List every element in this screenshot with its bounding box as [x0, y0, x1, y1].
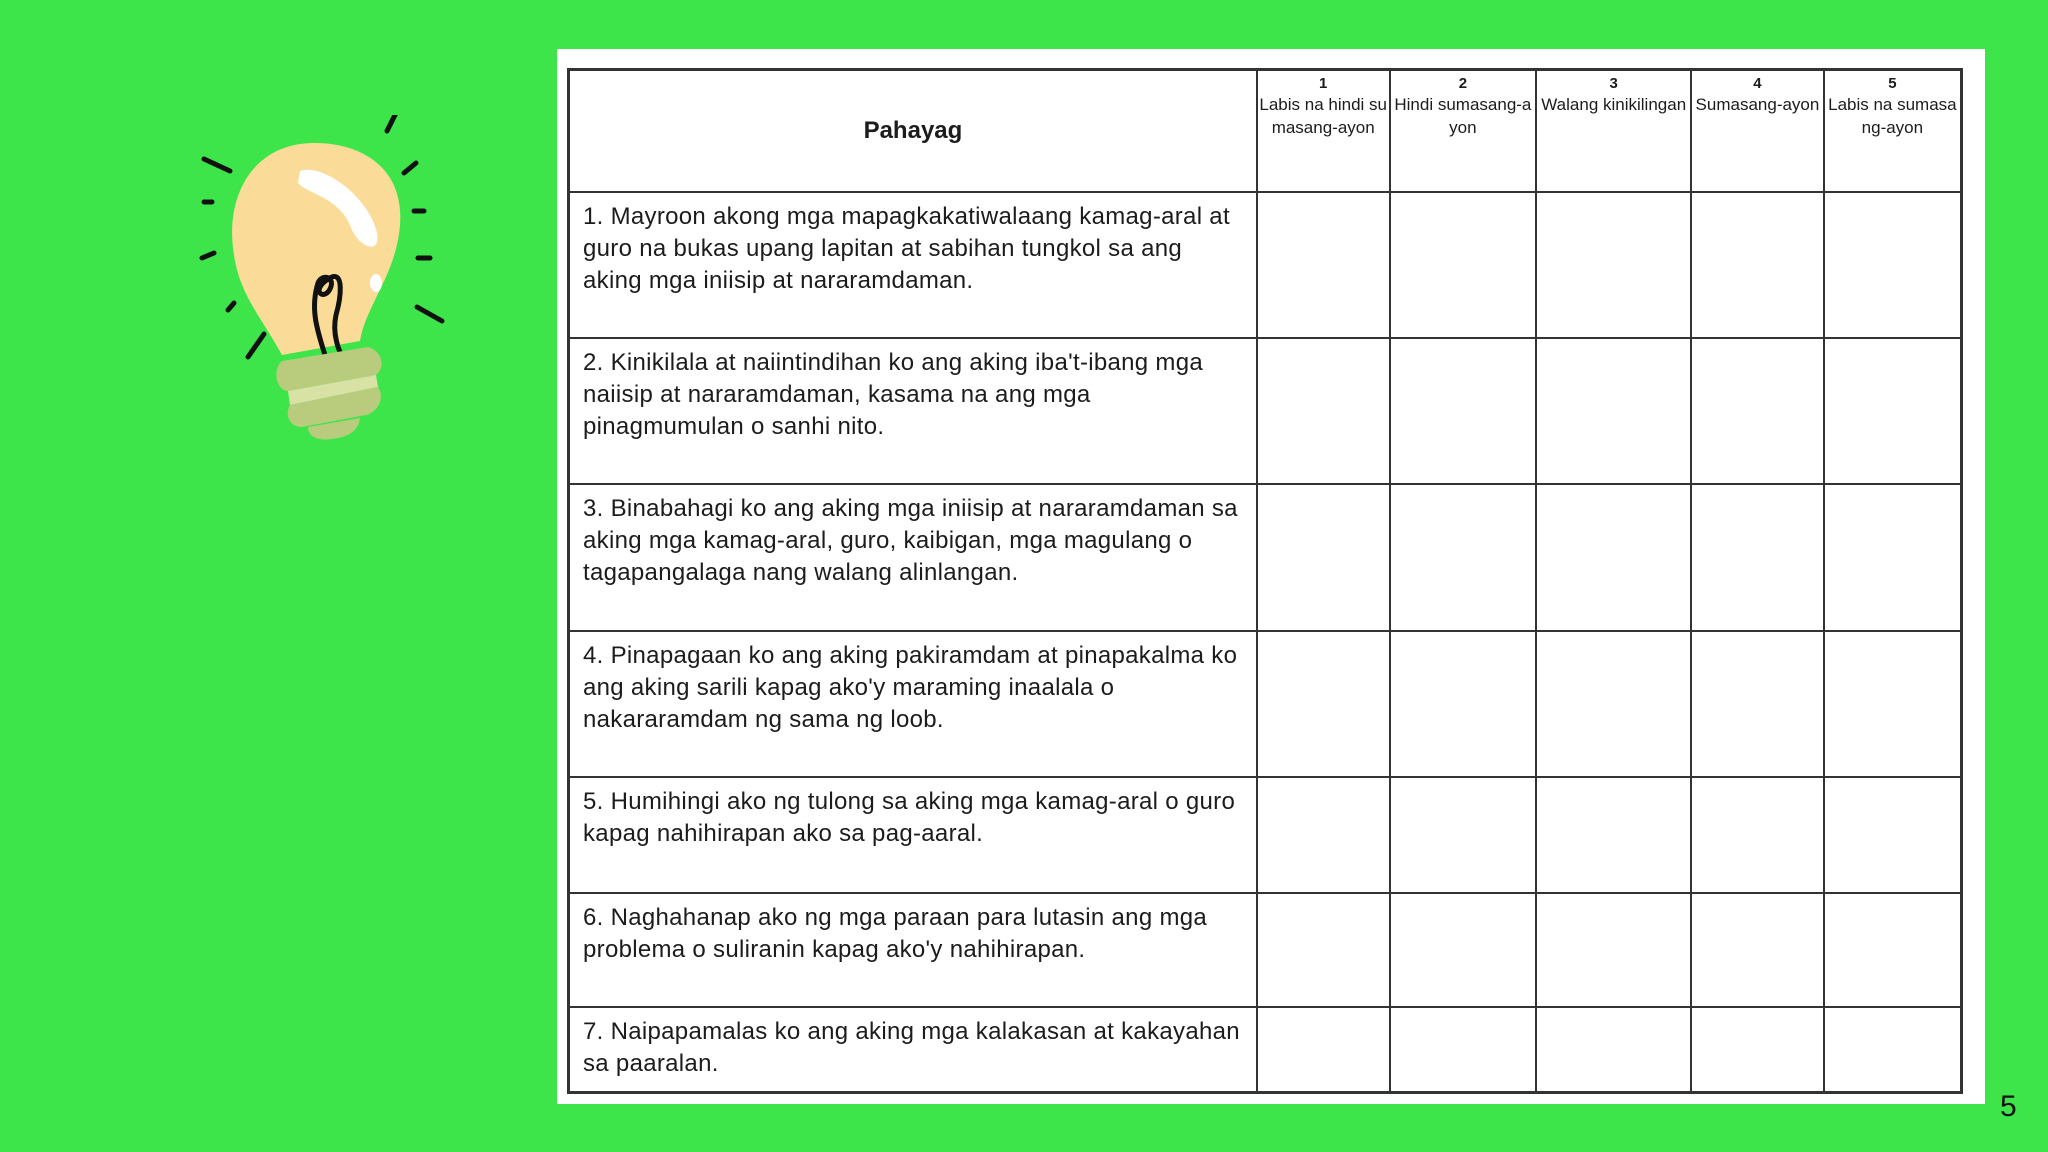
response-cell[interactable]	[1691, 338, 1824, 484]
response-cell[interactable]	[1257, 192, 1390, 338]
response-cell[interactable]	[1257, 484, 1390, 631]
scale-number: 4	[1753, 75, 1762, 92]
response-cell[interactable]	[1824, 1007, 1962, 1093]
response-cell[interactable]	[1824, 893, 1962, 1007]
table-row	[569, 338, 1962, 484]
response-cell[interactable]	[1824, 484, 1962, 631]
scale-label: Labis na sumasang-ayon	[1828, 95, 1957, 137]
statement-cell: 6. Naghahanap ako ng mga paraan para lutasin ang mga problema o suliranin kapag ako'y nahihirapan.	[569, 893, 1257, 1007]
page-number: 5	[2000, 1090, 2017, 1123]
response-cell[interactable]	[1691, 192, 1824, 338]
response-cell[interactable]	[1691, 777, 1824, 893]
table-row	[569, 192, 1962, 338]
scale-header-1	[1257, 70, 1390, 192]
response-cell[interactable]	[1691, 484, 1824, 631]
statement-cell: 2. Kinikilala at naiintindihan ko ang aking iba't-ibang mga naiisip at nararamdaman, kasama na ang mga pinagmumulan o sanhi nito.	[569, 338, 1257, 484]
response-cell[interactable]	[1824, 777, 1962, 893]
scale-header-3	[1536, 70, 1691, 192]
scale-number: 3	[1609, 75, 1618, 92]
response-cell[interactable]	[1257, 777, 1390, 893]
response-cell[interactable]	[1536, 777, 1691, 893]
response-cell[interactable]	[1824, 631, 1962, 777]
response-cell[interactable]	[1257, 893, 1390, 1007]
response-cell[interactable]	[1691, 893, 1824, 1007]
response-cell[interactable]	[1390, 631, 1537, 777]
response-cell[interactable]	[1824, 192, 1962, 338]
statement-cell: 1. Mayroon akong mga mapagkakatiwalaang kamag-aral at guro na bukas upang lapitan at sabihan tungkol sa ang aking mga iniisip at nararamdaman.	[569, 192, 1257, 338]
header-row	[569, 70, 1962, 192]
scale-number: 1	[1319, 75, 1328, 92]
response-cell[interactable]	[1536, 484, 1691, 631]
statement-header: Pahayag	[569, 70, 1257, 192]
table-row	[569, 893, 1962, 1007]
scale-label: Walang kinikilingan	[1541, 95, 1687, 114]
response-cell[interactable]	[1257, 338, 1390, 484]
response-cell[interactable]	[1390, 192, 1537, 338]
statement-cell: 3. Binabahagi ko ang aking mga iniisip at nararamdaman sa aking mga kamag-aral, guro, kaibigan, mga magulang o tagapangalaga nang walang alinlangan.	[569, 484, 1257, 631]
response-cell[interactable]	[1257, 631, 1390, 777]
response-cell[interactable]	[1691, 631, 1824, 777]
response-cell[interactable]	[1390, 1007, 1537, 1093]
response-cell[interactable]	[1390, 484, 1537, 631]
response-cell[interactable]	[1390, 777, 1537, 893]
survey-table	[567, 68, 1963, 1094]
response-cell[interactable]	[1536, 338, 1691, 484]
scale-label: Labis na hindi sumasang-ayon	[1259, 95, 1387, 137]
response-cell[interactable]	[1390, 893, 1537, 1007]
survey-sheet	[557, 49, 1985, 1104]
response-cell[interactable]	[1536, 893, 1691, 1007]
statement-cell: 7. Naipapamalas ko ang aking mga kalakasan at kakayahan sa paaralan.	[569, 1007, 1257, 1093]
table-row	[569, 484, 1962, 631]
response-cell[interactable]	[1536, 631, 1691, 777]
response-cell[interactable]	[1536, 1007, 1691, 1093]
statement-cell: 4. Pinapagaan ko ang aking pakiramdam at pinapakalma ko ang aking sarili kapag ako'y maraming inaalala o nakararamdam ng sama ng loob.	[569, 631, 1257, 777]
scale-number: 5	[1888, 75, 1897, 92]
statement-cell: 5. Humihingi ako ng tulong sa aking mga kamag-aral o guro kapag nahihirapan ako sa pag-aaral.	[569, 777, 1257, 893]
response-cell[interactable]	[1536, 192, 1691, 338]
scale-header-4	[1691, 70, 1824, 192]
response-cell[interactable]	[1390, 338, 1537, 484]
scale-label: Hindi sumasang-ayon	[1394, 95, 1532, 137]
scale-label: Sumasang-ayon	[1695, 95, 1820, 114]
scale-number: 2	[1458, 75, 1468, 92]
light-bulb-icon	[190, 115, 470, 455]
table-row	[569, 631, 1962, 777]
scale-header-5	[1824, 70, 1962, 192]
table-row	[569, 1007, 1962, 1093]
scale-header-2	[1390, 70, 1537, 192]
response-cell[interactable]	[1691, 1007, 1824, 1093]
response-cell[interactable]	[1257, 1007, 1390, 1093]
table-row	[569, 777, 1962, 893]
response-cell[interactable]	[1824, 338, 1962, 484]
